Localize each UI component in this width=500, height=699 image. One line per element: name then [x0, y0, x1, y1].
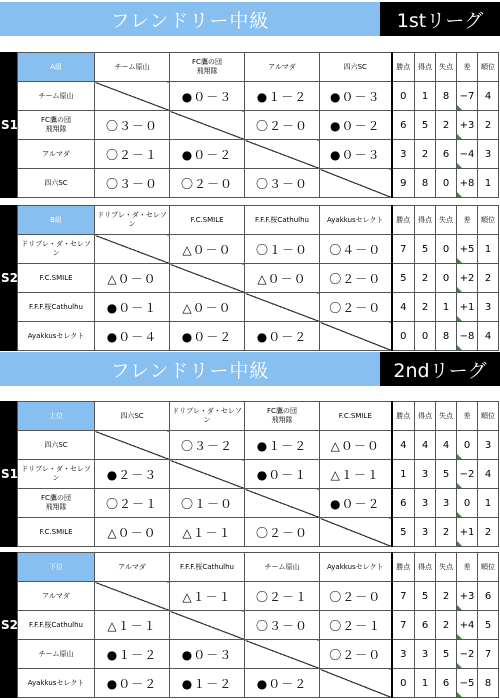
table-row — [18, 640, 499, 669]
stat-value: +3 — [457, 111, 478, 140]
match-result: 〇２－１ — [95, 140, 170, 169]
stat-header: 差 — [457, 53, 478, 82]
row-team-name: チーム原山 — [18, 82, 95, 111]
match-result: ●０－２ — [245, 322, 320, 351]
header-row — [18, 553, 499, 582]
header-row — [18, 402, 499, 431]
stat-value: −8 — [457, 322, 478, 351]
stat-value: 2 — [415, 293, 436, 322]
self-match-cell — [245, 640, 320, 669]
stat-header: 順位 — [478, 53, 499, 82]
match-result: ●０－２ — [170, 140, 245, 169]
row-team-name: FC鷹の団 飛翔隊 — [18, 111, 95, 140]
row-team-name: 四六SC — [18, 169, 95, 198]
stat-value: 2 — [436, 111, 457, 140]
stat-value: 8 — [436, 82, 457, 111]
stat-value: −4 — [457, 140, 478, 169]
self-match-cell — [95, 82, 170, 111]
self-match-cell — [320, 669, 392, 698]
stat-value: 4 — [436, 431, 457, 460]
match-result: △１－１ — [170, 582, 245, 611]
match-result: △０－０ — [95, 518, 170, 547]
stat-value: 2 — [436, 518, 457, 547]
match-result: 〇３－０ — [95, 169, 170, 198]
stat-header: 失点 — [436, 553, 457, 582]
row-team-name: FC鷹の団 飛翔隊 — [18, 489, 95, 518]
division-code: S1 — [1, 467, 18, 481]
match-result: 〇３－２ — [170, 431, 245, 460]
stat-value: 1 — [478, 489, 499, 518]
group-name: B組 — [18, 206, 95, 235]
table-row — [18, 293, 499, 322]
row-team-name: チーム原山 — [18, 640, 95, 669]
match-result: 〇２－１ — [95, 489, 170, 518]
stat-value: 6 — [478, 582, 499, 611]
stat-value: +1 — [457, 293, 478, 322]
match-result: △０－０ — [170, 293, 245, 322]
table-row — [18, 582, 499, 611]
stat-value: 2 — [436, 582, 457, 611]
stat-value: 8 — [415, 169, 436, 198]
banner-title: フレンドリー中級 — [0, 2, 380, 36]
column-team-label: アルマダ — [95, 553, 170, 582]
stat-value: +5 — [457, 235, 478, 264]
stat-value: +4 — [457, 611, 478, 640]
stat-value: 5 — [392, 518, 415, 547]
match-result: ●０－４ — [95, 322, 170, 351]
stat-value: 0 — [392, 322, 415, 351]
stat-value: 5 — [478, 611, 499, 640]
match-result: ●０－３ — [170, 82, 245, 111]
group-b-section — [0, 205, 500, 351]
stat-value: 6 — [392, 489, 415, 518]
row-team-name: ドリブレ・ダ・セレソン — [18, 460, 95, 489]
stat-value: 4 — [415, 431, 436, 460]
stat-header: 失点 — [436, 402, 457, 431]
division-code: S2 — [1, 271, 18, 285]
upper-group-section — [0, 401, 500, 547]
table-row — [18, 518, 499, 547]
stat-value: 4 — [478, 82, 499, 111]
stat-value: 5 — [436, 460, 457, 489]
match-result: ●１－２ — [170, 669, 245, 698]
column-team-label: F.F.F.桜Cathulhu — [245, 206, 320, 235]
banner-title: フレンドリー中級 — [0, 352, 380, 386]
stat-value: 0 — [415, 322, 436, 351]
match-result: ●０－２ — [320, 489, 392, 518]
row-team-name: F.C.SMILE — [18, 518, 95, 547]
stat-value: 7 — [392, 611, 415, 640]
stat-value: 0 — [392, 82, 415, 111]
stat-value: 7 — [392, 235, 415, 264]
self-match-cell — [245, 489, 320, 518]
row-team-name: アルマダ — [18, 582, 95, 611]
column-team-label: チーム原山 — [245, 553, 320, 582]
stat-value: 7 — [478, 640, 499, 669]
stat-value: 3 — [392, 640, 415, 669]
stat-value: 2 — [436, 611, 457, 640]
stat-value: 6 — [415, 611, 436, 640]
stat-value: 5 — [415, 235, 436, 264]
match-result: ●１－２ — [245, 82, 320, 111]
match-result: 〇３－０ — [95, 111, 170, 140]
row-team-name: 四六SC — [18, 431, 95, 460]
stat-value: 1 — [436, 293, 457, 322]
stat-value: +3 — [457, 582, 478, 611]
self-match-cell — [245, 140, 320, 169]
stat-value: +8 — [457, 169, 478, 198]
column-team-label: 四六SC — [95, 402, 170, 431]
stat-value: 2 — [478, 264, 499, 293]
stat-value: 1 — [478, 235, 499, 264]
match-result: ●０－３ — [320, 140, 392, 169]
row-team-name: Ayakkusセレクト — [18, 322, 95, 351]
match-result: △１－１ — [95, 611, 170, 640]
stat-value: 8 — [436, 322, 457, 351]
row-team-name: F.F.F.桜Cathulhu — [18, 611, 95, 640]
stat-header: 失点 — [436, 53, 457, 82]
standings-table — [17, 205, 499, 351]
match-result: 〇２－０ — [170, 169, 245, 198]
stat-value: 6 — [392, 111, 415, 140]
match-result: 〇２－０ — [320, 264, 392, 293]
league-tag: 2ndリーグ — [380, 352, 500, 386]
row-team-name: ドリブレ・ダ・セレソン — [18, 235, 95, 264]
stat-value: −7 — [457, 82, 478, 111]
banner-2nd — [0, 352, 500, 386]
row-team-name: F.C.SMILE — [18, 264, 95, 293]
match-result: 〇１－０ — [245, 235, 320, 264]
stat-header: 得点 — [415, 553, 436, 582]
stat-value: 7 — [392, 582, 415, 611]
match-result: ●２－３ — [95, 460, 170, 489]
stat-header: 得点 — [415, 402, 436, 431]
lower-group-section — [0, 552, 500, 698]
stat-value: 4 — [392, 293, 415, 322]
stat-header: 順位 — [478, 206, 499, 235]
stat-value: 3 — [436, 489, 457, 518]
stat-value: 8 — [478, 669, 499, 698]
column-team-label: Ayakkusセレクト — [320, 553, 392, 582]
column-team-label: 四六SC — [320, 53, 392, 82]
match-result: ●０－２ — [320, 111, 392, 140]
table-row — [18, 431, 499, 460]
group-name: A組 — [18, 53, 95, 82]
stat-value: 5 — [392, 264, 415, 293]
match-result: 〇２－０ — [245, 111, 320, 140]
header-row — [18, 53, 499, 82]
self-match-cell — [320, 518, 392, 547]
stat-value: +2 — [457, 264, 478, 293]
division-label — [0, 52, 17, 198]
match-result: ●１－２ — [245, 431, 320, 460]
standings-table — [17, 552, 499, 698]
match-result: 〇２－１ — [245, 582, 320, 611]
stat-value: 3 — [478, 293, 499, 322]
match-result: ●０－２ — [170, 322, 245, 351]
table-row — [18, 111, 499, 140]
match-result: 〇２－０ — [320, 293, 392, 322]
table-row — [18, 322, 499, 351]
stat-value: 1 — [415, 82, 436, 111]
division-label — [0, 401, 17, 547]
stat-value: 3 — [415, 460, 436, 489]
stat-value: 5 — [415, 111, 436, 140]
stat-value: 0 — [392, 669, 415, 698]
match-result: 〇３－０ — [245, 611, 320, 640]
stat-value: 9 — [392, 169, 415, 198]
match-result: ●０－３ — [320, 82, 392, 111]
division-code: S1 — [1, 118, 18, 132]
stat-header: 勝点 — [392, 53, 415, 82]
stat-value: 2 — [478, 518, 499, 547]
column-team-label: F.C.SMILE — [170, 206, 245, 235]
column-team-label: ドリブレ・ダ・セレソン — [95, 206, 170, 235]
stat-value: 4 — [478, 460, 499, 489]
stat-value: −2 — [457, 460, 478, 489]
table-row — [18, 82, 499, 111]
table-row — [18, 235, 499, 264]
group-name: 上位 — [18, 402, 95, 431]
row-team-name: アルマダ — [18, 140, 95, 169]
stat-header: 勝点 — [392, 553, 415, 582]
stat-value: 3 — [478, 140, 499, 169]
stat-header: 差 — [457, 553, 478, 582]
column-team-label: FC鷹の団 飛翔隊 — [170, 53, 245, 82]
stat-header: 勝点 — [392, 206, 415, 235]
stat-value: 5 — [436, 640, 457, 669]
standings-table — [17, 401, 499, 547]
match-result: △１－１ — [170, 518, 245, 547]
column-team-label: F.F.F.桜Cathulhu — [170, 553, 245, 582]
column-team-label: チーム原山 — [95, 53, 170, 82]
match-result: △０－０ — [95, 264, 170, 293]
division-label — [0, 552, 17, 698]
match-result: 〇２－０ — [320, 582, 392, 611]
stat-value: 0 — [436, 235, 457, 264]
stat-header: 得点 — [415, 206, 436, 235]
group-a-section — [0, 52, 500, 198]
self-match-cell — [320, 169, 392, 198]
stat-value: 3 — [392, 140, 415, 169]
row-team-name: F.F.F.桜Cathulhu — [18, 293, 95, 322]
self-match-cell — [245, 293, 320, 322]
column-team-label: Ayakkusセレクト — [320, 206, 392, 235]
stat-value: +1 — [457, 518, 478, 547]
column-team-label: アルマダ — [245, 53, 320, 82]
stat-header: 得点 — [415, 53, 436, 82]
stat-value: 3 — [415, 640, 436, 669]
match-result: 〇１－０ — [170, 489, 245, 518]
stat-value: −2 — [457, 640, 478, 669]
match-result: 〇２－１ — [320, 611, 392, 640]
match-result: ●０－１ — [95, 293, 170, 322]
stat-value: 0 — [457, 489, 478, 518]
stat-value: 2 — [478, 111, 499, 140]
header-row — [18, 206, 499, 235]
self-match-cell — [170, 611, 245, 640]
division-code: S2 — [1, 618, 18, 632]
match-result: ●０－３ — [170, 640, 245, 669]
match-result: △０－０ — [170, 235, 245, 264]
match-result: △０－０ — [320, 431, 392, 460]
self-match-cell — [170, 111, 245, 140]
banner-1st — [0, 2, 500, 36]
stat-value: −5 — [457, 669, 478, 698]
column-team-label: ドリブレ・ダ・セレソン — [170, 402, 245, 431]
division-label — [0, 205, 17, 351]
stat-value: 6 — [436, 669, 457, 698]
table-row — [18, 140, 499, 169]
self-match-cell — [170, 460, 245, 489]
standings-table — [17, 52, 499, 198]
match-result: ●１－２ — [95, 640, 170, 669]
match-result: 〇４－０ — [320, 235, 392, 264]
stat-value: 1 — [478, 169, 499, 198]
stat-value: 1 — [415, 669, 436, 698]
league-tag: 1stリーグ — [380, 2, 500, 36]
stat-value: 1 — [392, 460, 415, 489]
stat-value: 2 — [415, 264, 436, 293]
table-row — [18, 460, 499, 489]
match-result: ●０－２ — [95, 669, 170, 698]
column-team-label: FC鷹の団 飛翔隊 — [245, 402, 320, 431]
stat-header: 差 — [457, 206, 478, 235]
self-match-cell — [320, 322, 392, 351]
stat-value: 0 — [436, 264, 457, 293]
table-row — [18, 611, 499, 640]
stat-value: 3 — [415, 518, 436, 547]
stat-value: 6 — [436, 140, 457, 169]
match-result: ●０－１ — [245, 460, 320, 489]
self-match-cell — [95, 431, 170, 460]
column-team-label: F.C.SMILE — [320, 402, 392, 431]
match-result: ●０－２ — [245, 669, 320, 698]
self-match-cell — [170, 264, 245, 293]
row-team-name: Ayakkusセレクト — [18, 669, 95, 698]
table-row — [18, 264, 499, 293]
stat-value: 3 — [415, 489, 436, 518]
match-result: 〇３－０ — [245, 169, 320, 198]
match-result: △１－１ — [320, 460, 392, 489]
match-result: △０－０ — [245, 264, 320, 293]
table-row — [18, 489, 499, 518]
stat-value: 4 — [392, 431, 415, 460]
stat-header: 差 — [457, 402, 478, 431]
group-name: 下位 — [18, 553, 95, 582]
stat-value: 0 — [457, 431, 478, 460]
self-match-cell — [95, 582, 170, 611]
table-row — [18, 169, 499, 198]
table-row — [18, 669, 499, 698]
stat-header: 順位 — [478, 553, 499, 582]
stat-value: 4 — [478, 322, 499, 351]
match-result: 〇２－０ — [245, 518, 320, 547]
stat-value: 5 — [415, 582, 436, 611]
stat-header: 勝点 — [392, 402, 415, 431]
self-match-cell — [95, 235, 170, 264]
stat-value: 0 — [436, 169, 457, 198]
stat-header: 順位 — [478, 402, 499, 431]
stat-header: 失点 — [436, 206, 457, 235]
stat-value: 2 — [415, 140, 436, 169]
match-result: 〇２－０ — [320, 640, 392, 669]
stat-value: 3 — [478, 431, 499, 460]
